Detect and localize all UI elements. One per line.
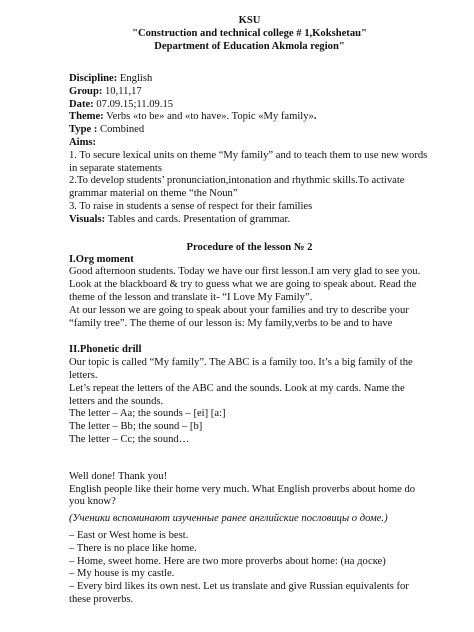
russian-note: (Ученики вспоминают изученные ранее английские пословицы о доме.) [69, 513, 388, 525]
section-phonetic-drill [69, 344, 430, 446]
proverb-2: – There is no place like home. [69, 542, 197, 554]
group-label: Group: [69, 85, 103, 97]
theme-period: . [313, 111, 317, 123]
phonetic-paragraph-2: Let’s repeat the letters of the ABC and the sounds. Look at my cards. Name the letters and the sounds. [69, 382, 405, 407]
letter-line-c: The letter – Cc; the sound… [69, 433, 190, 445]
letter-line-b: The letter – Bb; the sound – [b] [69, 421, 203, 433]
phonetic-paragraph-1: Our topic is called “My family”. The ABC is a family too. It’s a big family of the letters. [69, 357, 413, 381]
header-college: "Construction and technical college # 1,Kokshetau" [132, 28, 367, 39]
theme-label: Theme: [69, 111, 104, 123]
type-value: Combined [97, 124, 145, 136]
date-label: Date: [69, 98, 94, 110]
header-department: Department of Education Akmola region" [154, 41, 345, 52]
aims-label: Aims: [69, 136, 97, 148]
procedure-title: Procedure of the lesson № 2 [186, 241, 313, 253]
theme-value: Verbs «to be» and «to have». Topic «My family» [103, 111, 314, 123]
visuals-line [69, 214, 430, 227]
section-title-org: I.Org moment [69, 253, 134, 265]
header [69, 14, 430, 53]
proverb-3: – Home, sweet home. Here are two more proverbs about home: (на доске) [69, 555, 386, 567]
group-line [69, 86, 430, 99]
letter-line-a: The letter – Aa; the sounds – [ei] [a:] [69, 408, 226, 420]
visuals-label: Visuals: [69, 213, 106, 225]
theme-line [69, 111, 430, 124]
discipline-value: English [117, 73, 153, 84]
proverbs-intro: English people like their home very much. What English proverbs about home do you know? [69, 483, 416, 508]
date-value: 07.09.15;11.09.15 [93, 98, 174, 110]
org-paragraph-1: Good afternoon students. Today we have our first lesson.I am very glad to see you. Look at the blackboard & try to guess what we are going to speak about. Read the theme of the lesson and translate it- “I Love My Family”. [69, 266, 421, 303]
proverb-5: – Every bird likes its own nest. Let us translate and give Russian equivalents for these proverbs. [69, 581, 409, 605]
proverb-4: – My house is my castle. [69, 568, 175, 580]
type-label: Type : [69, 124, 98, 136]
aim-3: 3. To raise in students a sense of respect for their families [69, 200, 313, 212]
section-title-phonetic: II.Phonetic drill [69, 344, 142, 356]
group-value: 10,11,17 [102, 85, 142, 97]
proverb-1: – East or West home is best. [69, 529, 189, 541]
date-line [69, 99, 430, 112]
aim-1: 1. To secure lexical units on theme “My family” and to teach them to use new words in separate statements [69, 149, 428, 174]
section-org-moment [69, 254, 430, 331]
visuals-value: Tables and cards. Presentation of grammar. [105, 213, 291, 225]
well-done-line: Well done! Thank you! [69, 470, 168, 482]
lesson-info [69, 73, 430, 227]
discipline-label: Discipline: [69, 73, 118, 84]
header-ksu: KSU [238, 15, 261, 26]
discipline-line [69, 73, 430, 86]
aim-2: 2.To develop students’ pronunciation,intonation and rhythmic skills.To activate grammar material on theme “the Noun” [69, 175, 405, 200]
org-paragraph-2: At our lesson we are going to speak about your families and try to describe your “family tree”. The theme of our lesson is: My family,verbs to be and to have [69, 304, 409, 329]
type-line [69, 124, 430, 137]
section-closing [69, 471, 430, 607]
